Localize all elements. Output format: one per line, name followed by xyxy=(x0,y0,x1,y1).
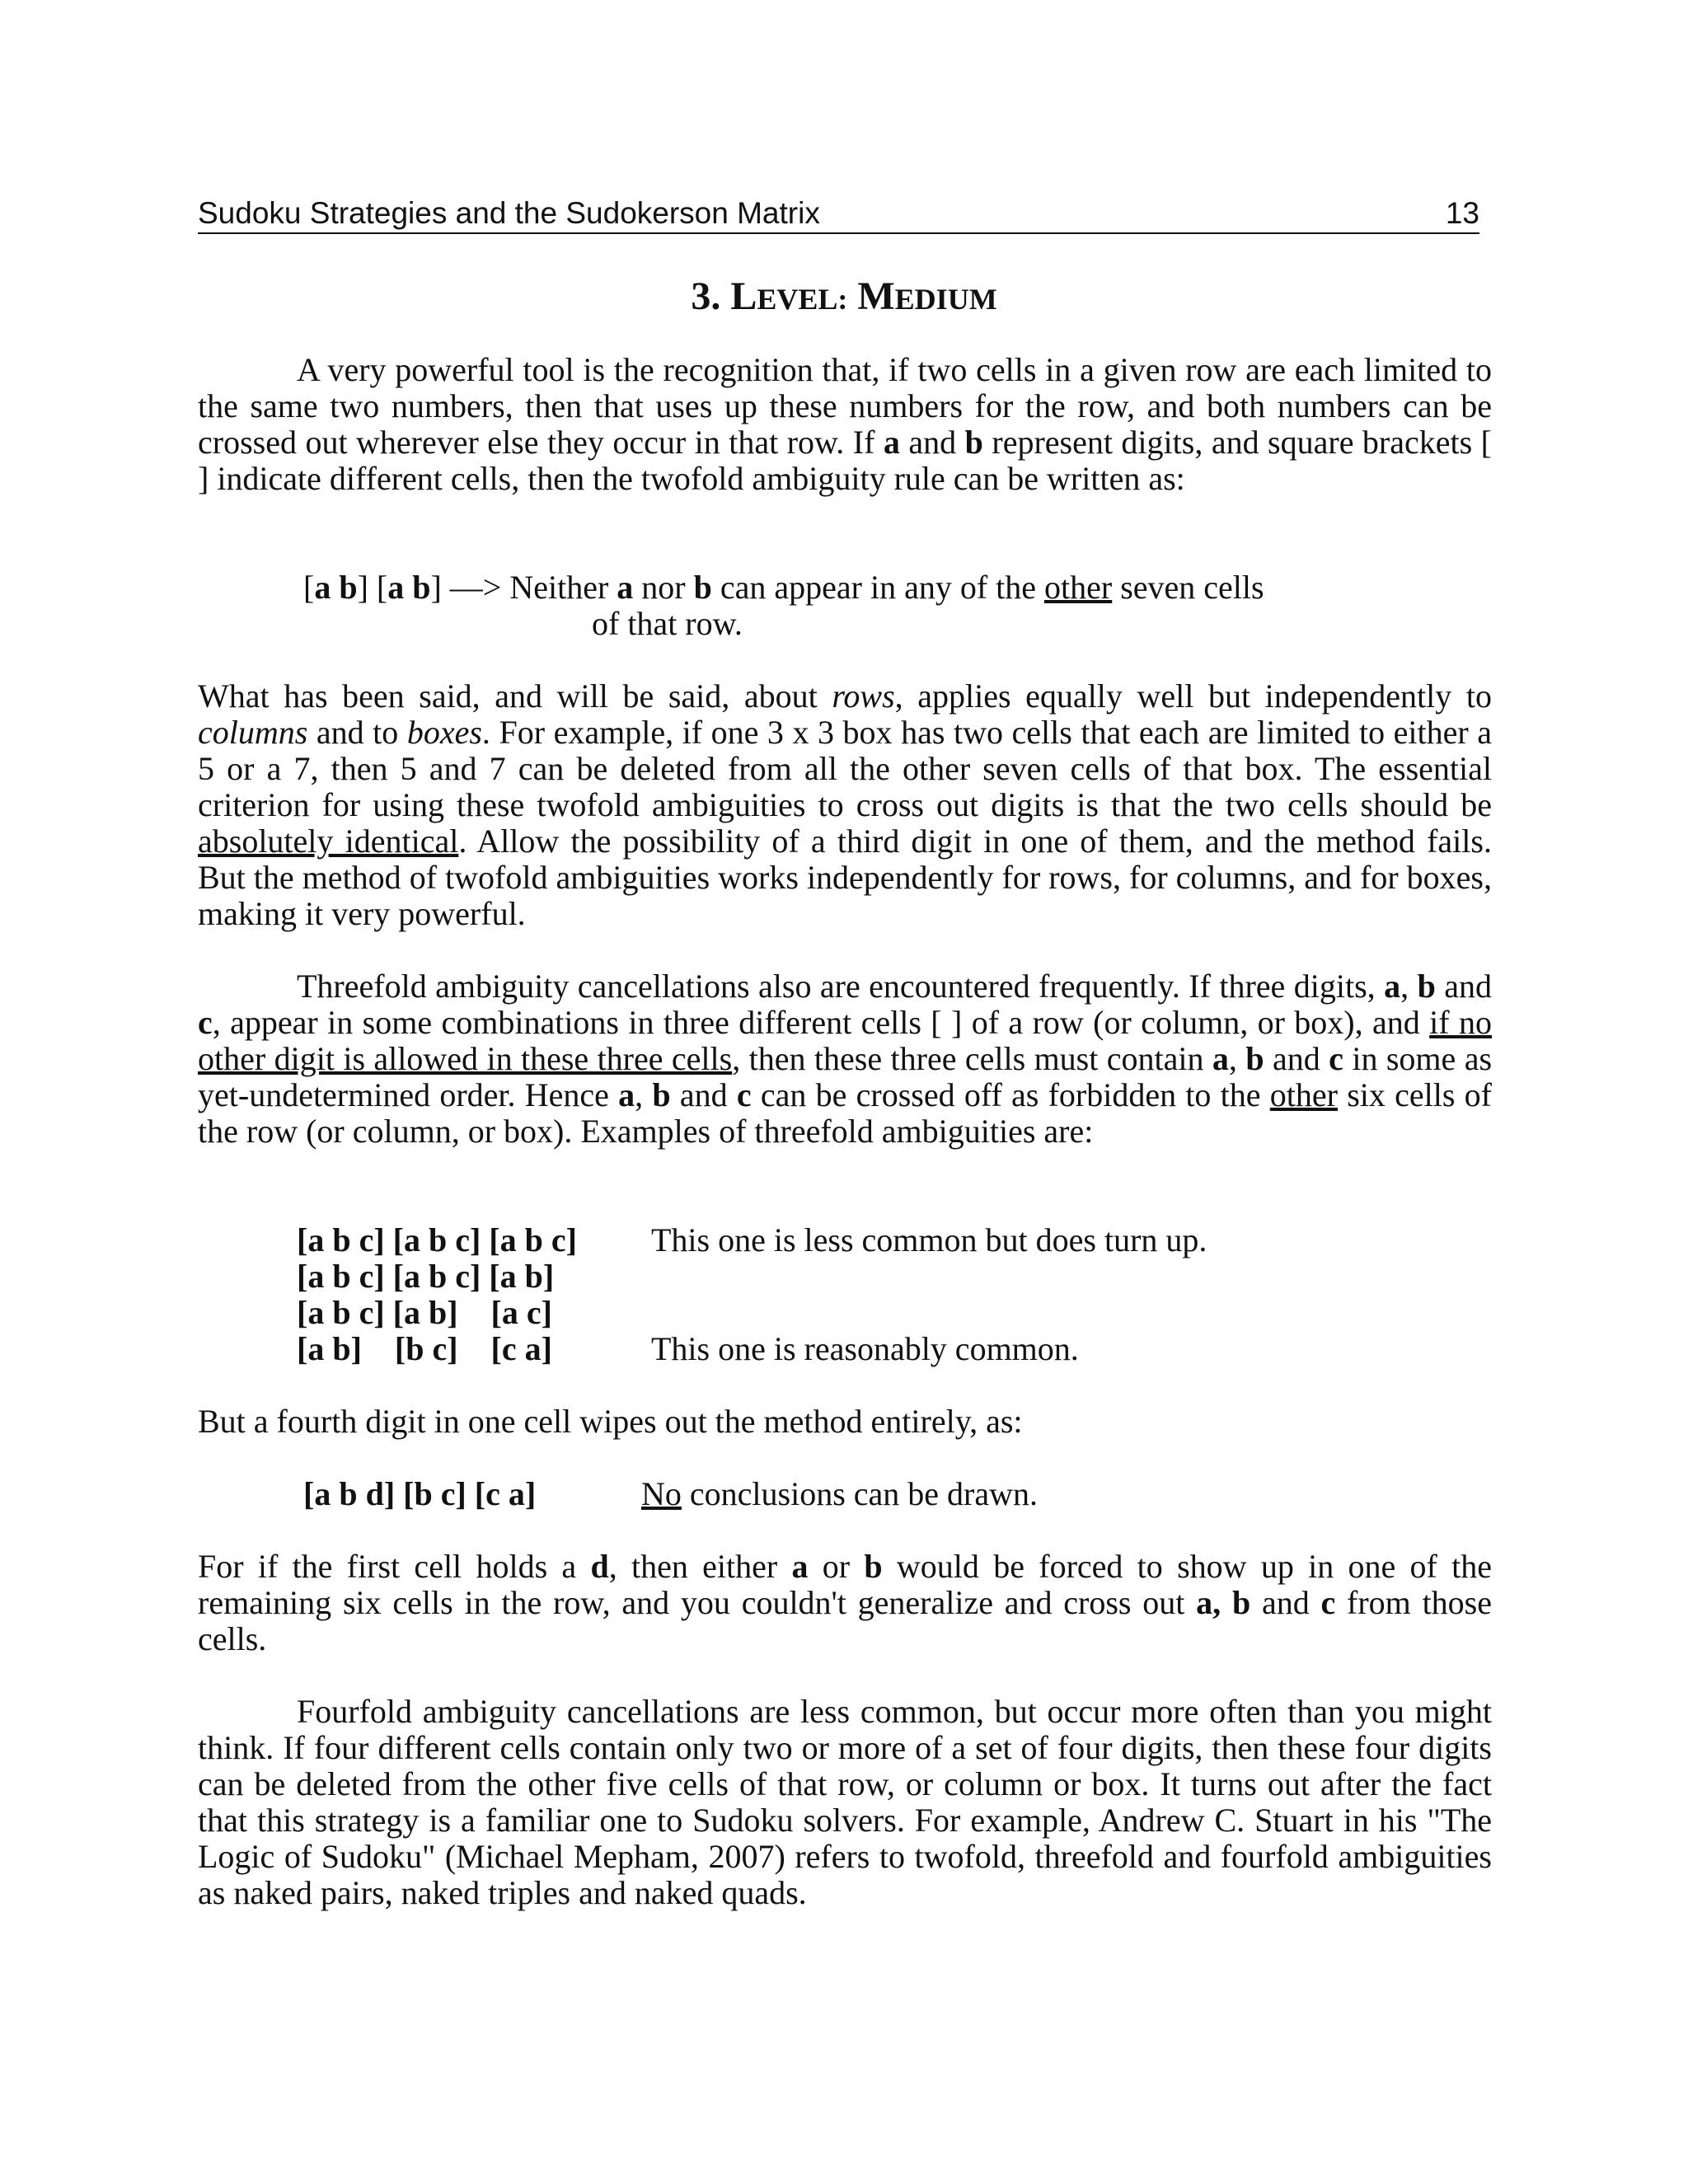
threefold-examples xyxy=(297,1222,1207,1367)
example-row: [a b c] [a b c] [a b] xyxy=(297,1258,555,1295)
paragraph-explanation: For if the first cell holds a d, then either a or b would be forced to show up in one of the remaining six cells in the row, and you couldn't generalize and cross out a, b and c from those cells. xyxy=(198,1548,1493,1657)
chapter-title: 3. LEVEL: MEDIUM xyxy=(691,274,997,318)
paragraph-rows-columns-boxes: What has been said, and will be said, about rows, applies equally well but independently to columns and to boxes. For example, if one 3 x 3 box has two cells that each are limited to either a 5 or a 7, then 5 and 7 can be deleted from all the other seven cells of that box. The essential criterion for using these twofold ambiguities to cross out digits is that the two cells should be absolutely identical. Allow the possibility of a third digit in one of them, and the method fails. But the method of twofold ambiguities works independently for rows, for columns, and for boxes, making it very powerful. xyxy=(198,677,1492,932)
example-row: [a b c] [a b c] [a b c] This one is less common but does turn up. xyxy=(297,1221,1207,1258)
twofold-rule-line2: of that row. xyxy=(592,605,743,642)
paragraph-threefold: Threefold ambiguity cancellations also are encountered frequently. If three digits, a, b and c, appear in some combinations in three different cells [ ] of a row (or column, or box), and if no other digit is allowed in these three cells, then these three cells must contain a, b and c in some as yet-undetermined order. Hence a, b and c can be crossed off as forbidden to the other six cells of the row (or column, or box). Examples of threefold ambiguities are: xyxy=(198,968,1493,1150)
paragraph-fourth-digit: But a fourth digit in one cell wipes out the method entirely, as: xyxy=(198,1403,1023,1440)
twofold-rule: [a b] [a b] —> Neither a nor b can appear in any of the other seven cells xyxy=(303,569,1264,606)
paragraph-intro: A very powerful tool is the recognition that, if two cells in a given row are each limited to the same two numbers, then that uses up these numbers for the row, and both numbers can be crossed out wherever else they occur in that row. If a and b represent digits, and square brackets [ ] indicate different cells, then the twofold ambiguity rule can be written as: xyxy=(198,351,1493,497)
page-number: 13 xyxy=(1445,196,1479,230)
paragraph-fourfold: Fourfold ambiguity cancellations are less common, but occur more often than you might think. If four different cells contain only two or more of a set of four digits, then these four digits can be deleted from the other five cells of that row, or column or box. It turns out after the fact that this strategy is a familiar one to Sudoku solvers. For example, Andrew C. Stuart in his "The Logic of Sudoku" (Michael Mepham, 2007) refers to twofold, threefold and fourfold ambiguities as naked pairs, naked triples and naked quads. xyxy=(198,1693,1492,1911)
failure-example: [a b d] [b c] [c a] No conclusions can be drawn. xyxy=(303,1475,1038,1512)
example-row: [a b c] [a b] [a c] xyxy=(297,1294,552,1331)
running-header xyxy=(198,195,1479,234)
example-row: [a b] [b c] [c a] This one is reasonably common. xyxy=(297,1330,1079,1367)
running-title: Sudoku Strategies and the Sudokerson Matrix xyxy=(198,196,820,230)
